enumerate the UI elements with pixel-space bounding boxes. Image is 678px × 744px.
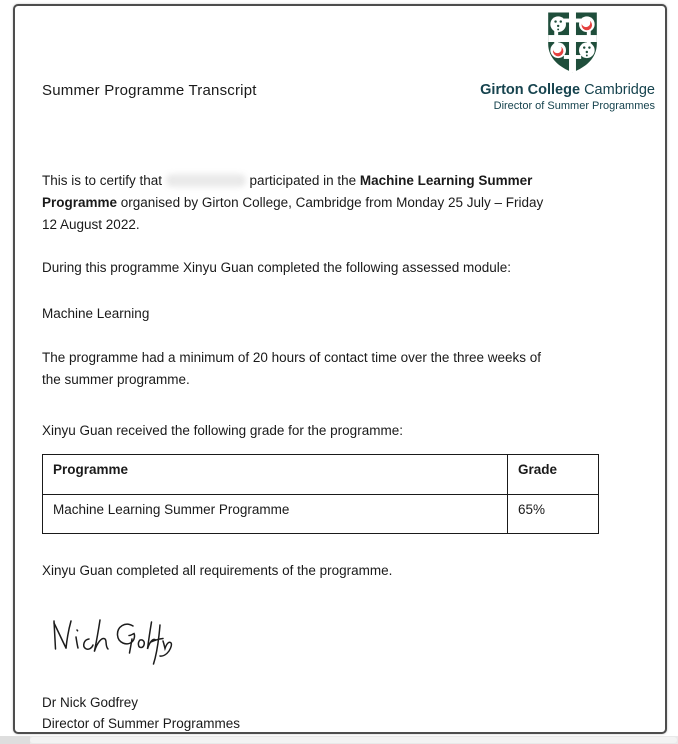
programme-cell: Machine Learning Summer Programme [43, 495, 508, 534]
programme-name-bold: Machine Learning Summer [359, 173, 533, 188]
table-row [43, 495, 599, 534]
signature [47, 608, 177, 672]
module-name: Machine Learning [42, 306, 150, 321]
signatory-name: Dr Nick Godfrey [42, 695, 139, 710]
certify-paragraph [42, 170, 543, 236]
grade-column-header: Grade [508, 455, 599, 495]
page-title: Summer Programme Transcript [42, 82, 257, 99]
horizontal-scrollbar[interactable] [0, 736, 678, 744]
certify-text: organised by Girton College, Cambridge from Monday 25 July – Friday [117, 195, 544, 210]
crest-shield-icon [539, 9, 606, 75]
signature-icon [47, 608, 177, 672]
contact-hours-line-1: The programme had a minimum of 20 hours of contact time over the three weeks of [42, 350, 541, 365]
college-department: Director of Summer Programmes [493, 100, 655, 112]
contact-hours-line-2: the summer programme. [42, 372, 190, 387]
completion-paragraph: Xinyu Guan completed all requirements of the programme. [42, 563, 393, 578]
grade-cell: 65% [508, 495, 599, 534]
signatory-title: Director of Summer Programmes [42, 716, 241, 731]
module-intro-paragraph: During this programme Xinyu Guan completed the following assessed module: [42, 260, 511, 275]
horizontal-scrollbar-thumb[interactable] [30, 737, 677, 743]
certify-line-3: 12 August 2022. [42, 217, 140, 232]
college-name-regular: Cambridge [580, 82, 655, 98]
transcript-page [13, 4, 667, 734]
college-name [480, 82, 655, 98]
contact-hours-paragraph [42, 347, 541, 391]
redacted-name-blur [166, 174, 246, 187]
signatory-block [42, 692, 240, 734]
certify-line-1 [42, 170, 543, 192]
grade-table-header-row [43, 455, 599, 495]
college-name-bold: Girton College [480, 82, 581, 98]
scrollbar-corner [0, 736, 30, 744]
programme-name-bold: Programme [42, 195, 118, 210]
grade-intro-paragraph: Xinyu Guan received the following grade for the programme: [42, 423, 403, 438]
certify-text: participated in the [245, 173, 360, 188]
certify-text: This is to certify that [42, 173, 166, 188]
girton-college-crest-icon [539, 9, 606, 75]
certify-line-2 [42, 192, 543, 214]
grade-table [42, 454, 599, 534]
programme-column-header: Programme [43, 455, 508, 495]
